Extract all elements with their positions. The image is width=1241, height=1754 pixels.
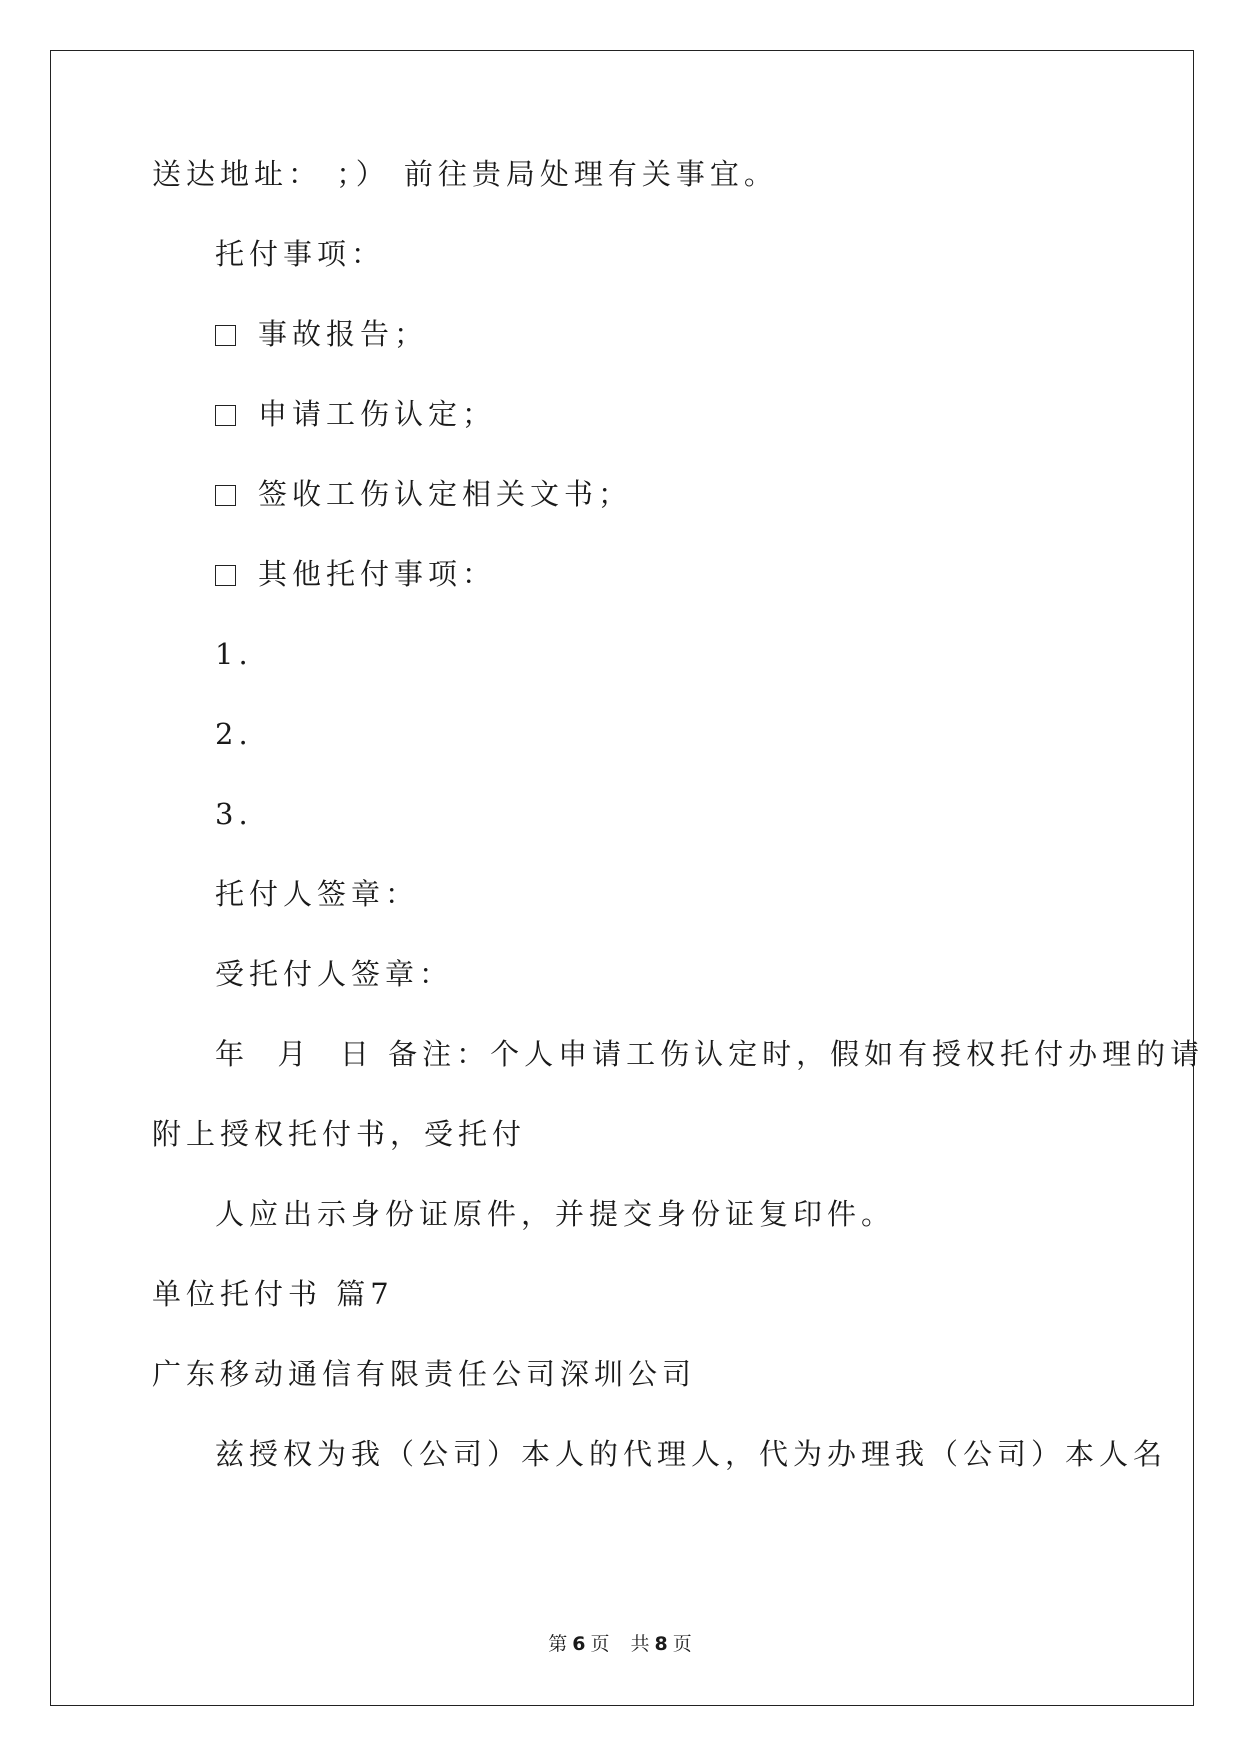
checkbox-item bbox=[215, 314, 428, 354]
footer-total-suffix: 页 bbox=[672, 1633, 693, 1655]
checkbox-item bbox=[215, 554, 496, 594]
footer-page-word: 页 bbox=[590, 1633, 611, 1655]
signature-line: 托付人签章： bbox=[215, 877, 420, 911]
text-line: 人应出示身份证原件，并提交身份证复印件。 bbox=[215, 1197, 896, 1231]
checkbox-label: 事故报告； bbox=[258, 317, 429, 351]
text-line: 送达地址： ；） 前往贵局处理有关事宜。 bbox=[152, 157, 778, 191]
recipient-line: 广东移动通信有限责任公司深圳公司 bbox=[152, 1357, 697, 1391]
section-title: 单位托付书 篇7 bbox=[152, 1277, 394, 1311]
checkbox-icon bbox=[215, 325, 236, 346]
text-line: 兹授权为我（公司）本人的代理人，代为办理我（公司）本人名 bbox=[215, 1437, 1168, 1471]
list-number: 3. bbox=[215, 797, 253, 831]
remark-line: 年 月 日 备注：个人申请工伤认定时，假如有授权托付办理的请 bbox=[215, 1037, 1205, 1071]
checkbox-icon bbox=[215, 485, 236, 506]
checkbox-icon bbox=[215, 565, 236, 586]
list-number: 2. bbox=[215, 717, 253, 751]
checkbox-label: 申请工伤认定； bbox=[258, 397, 497, 431]
section-heading: 托付事项： bbox=[215, 237, 386, 271]
checkbox-item bbox=[215, 474, 632, 514]
checkbox-label: 其他托付事项： bbox=[258, 557, 497, 591]
footer-total-prefix: 共 bbox=[630, 1633, 651, 1655]
list-number: 1. bbox=[215, 637, 253, 671]
checkbox-item bbox=[215, 394, 496, 434]
checkbox-icon bbox=[215, 405, 236, 426]
signature-line: 受托付人签章： bbox=[215, 957, 454, 991]
current-page-number: 6 bbox=[572, 1633, 587, 1655]
checkbox-label: 签收工伤认定相关文书； bbox=[258, 477, 633, 511]
total-pages-number: 8 bbox=[654, 1633, 669, 1655]
text-line: 附上授权托付书，受托付 bbox=[152, 1117, 527, 1151]
page-footer bbox=[0, 1632, 1241, 1656]
footer-prefix: 第 bbox=[548, 1633, 569, 1655]
